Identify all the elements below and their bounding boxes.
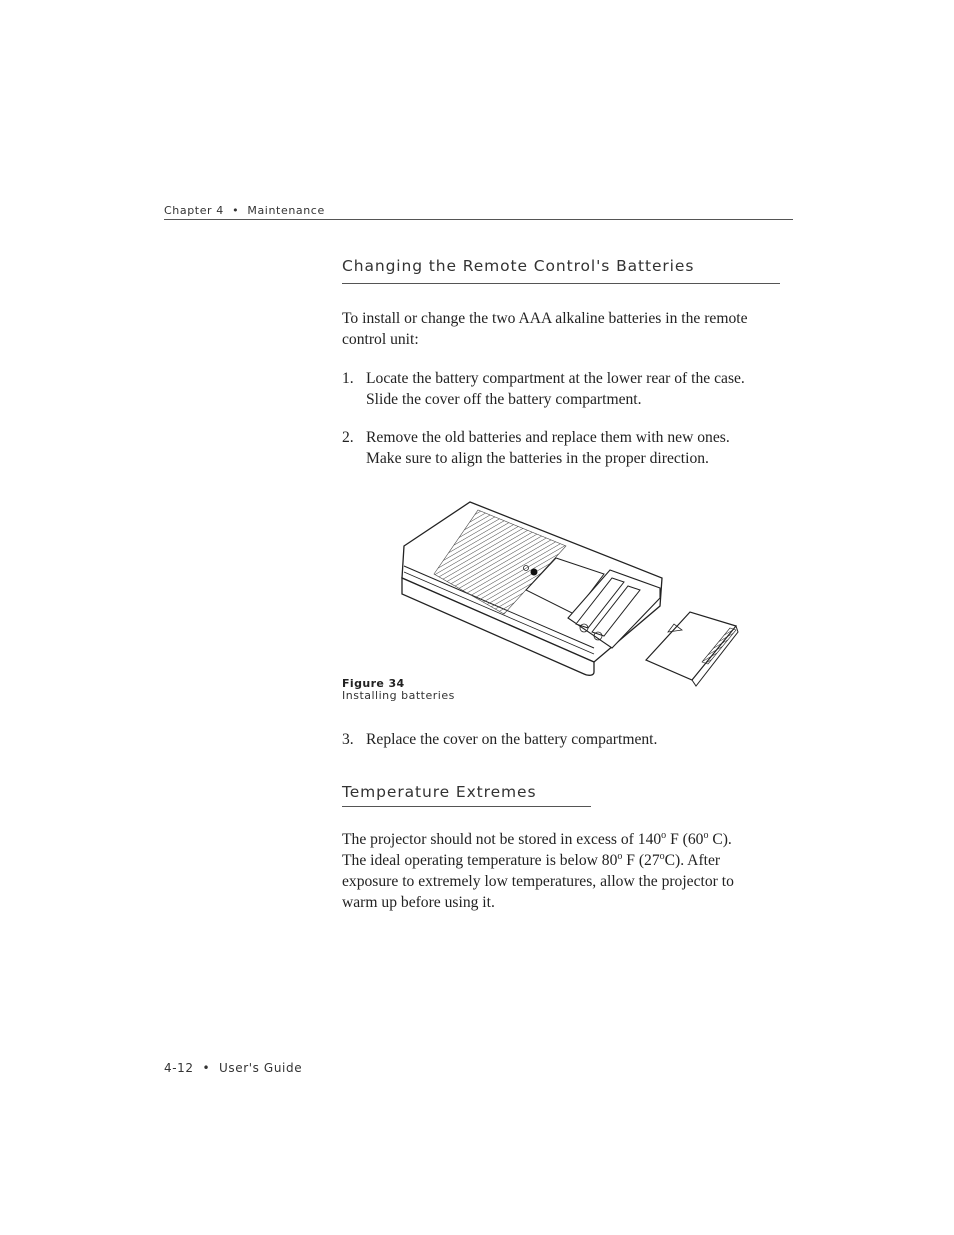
- step-text: Locate the battery compartment at the lower rear of the case.: [366, 370, 745, 387]
- text: C).: [708, 831, 732, 848]
- degree-symbol: o: [703, 829, 709, 841]
- footer-page-number: 4-12: [164, 1061, 194, 1075]
- text: C). After: [664, 852, 721, 869]
- running-footer: [164, 1061, 302, 1075]
- section-title-rule: [342, 283, 780, 284]
- temperature-paragraph: [342, 829, 802, 913]
- paragraph-line: [342, 850, 802, 871]
- button-dot: [531, 569, 538, 576]
- footer-separator: •: [202, 1061, 211, 1075]
- text: F (27: [622, 852, 660, 869]
- intro-paragraph: To install or change the two AAA alkaline batteries in the remote control unit:: [342, 310, 748, 348]
- text: The ideal operating temperature is below 80: [342, 852, 618, 869]
- step-text: Remove the old batteries and replace them with new ones.: [366, 429, 730, 446]
- paragraph-line: warm up before using it.: [342, 894, 495, 911]
- figure-label: Figure 34: [342, 677, 405, 690]
- list-item-step-3: [342, 729, 792, 750]
- degree-symbol: o: [661, 829, 667, 841]
- header-rule: [164, 219, 793, 220]
- section-title-rule: [342, 806, 591, 807]
- footer-title: User's Guide: [219, 1061, 303, 1075]
- header-section: Maintenance: [247, 204, 325, 217]
- step-text-continued: Slide the cover off the battery compartment.: [366, 391, 642, 408]
- paragraph-line: [342, 829, 802, 850]
- text: The projector should not be stored in excess of 140: [342, 831, 662, 848]
- step-number: 2.: [342, 429, 354, 446]
- figure-caption: Installing batteries: [342, 689, 455, 702]
- degree-symbol: o: [659, 850, 665, 862]
- text: F (60: [666, 831, 704, 848]
- list-item-step-1: [342, 368, 792, 410]
- remote-control-battery-illustration: [398, 494, 748, 690]
- header-separator: •: [232, 204, 240, 217]
- degree-symbol: o: [617, 850, 623, 862]
- section-title-batteries: Changing the Remote Control's Batteries: [342, 257, 695, 275]
- step-number: 1.: [342, 370, 354, 387]
- paragraph-line: exposure to extremely low temperatures, allow the projector to: [342, 873, 734, 890]
- list-item-step-2: [342, 427, 792, 469]
- running-header: [164, 204, 325, 217]
- section-title-temperature: Temperature Extremes: [342, 783, 537, 801]
- step-number: 3.: [342, 731, 354, 748]
- step-text: Replace the cover on the battery compartment.: [366, 731, 658, 748]
- header-chapter: Chapter 4: [164, 204, 224, 217]
- step-text-continued: Make sure to align the batteries in the proper direction.: [366, 450, 709, 467]
